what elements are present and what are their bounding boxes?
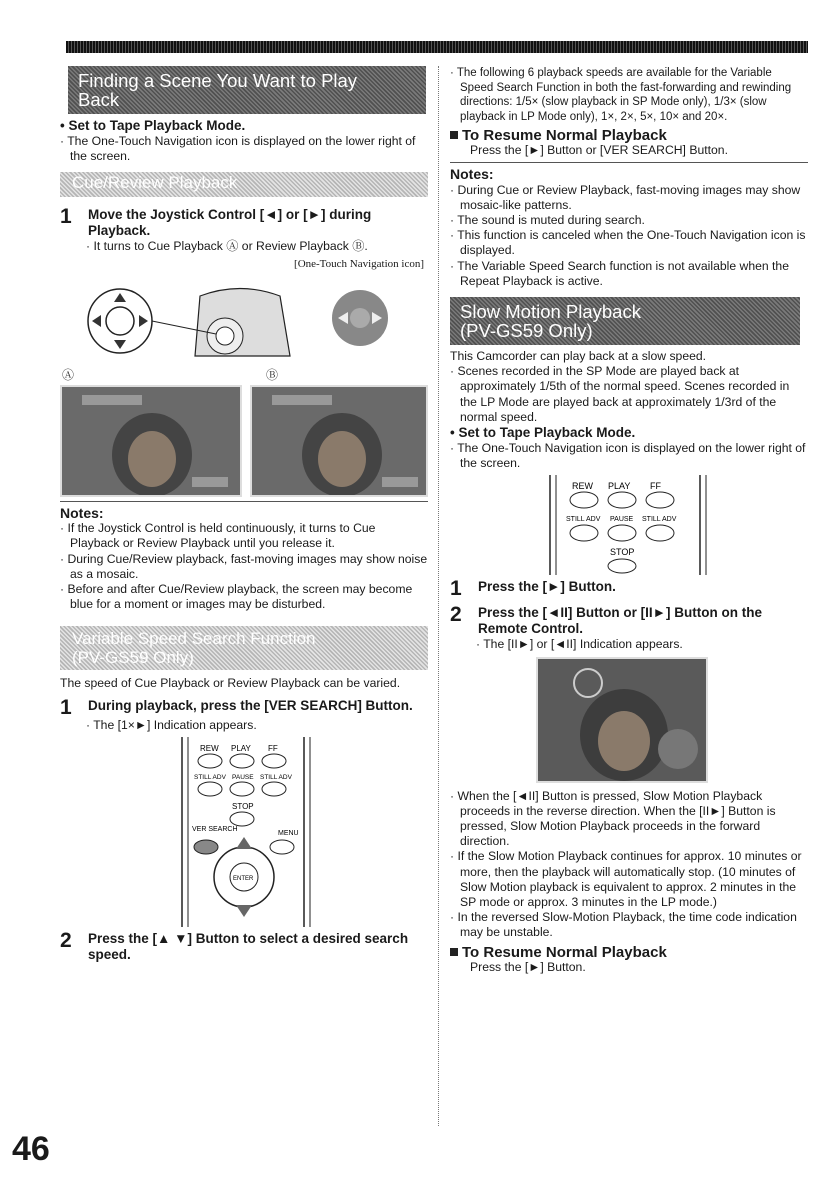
note-item: · During Cue or Review Playback, fast-moving images may show mosaic-like patterns. [450, 183, 808, 213]
resume-heading: To Resume Normal Playback [450, 128, 808, 143]
notes-heading-right: Notes: [450, 166, 494, 183]
remote-control-illustration [60, 737, 428, 927]
after-note: · If the Slow Motion Playback continues for approx. 10 minutes or more, then the playback will automatically stop. (10 minutes of Slow Motion playback is equivalent to approx. 2 minutes in the SP mode or approx. 3 minutes in the LP mode.) [450, 849, 808, 910]
after-note: · When the [◄II] Button is pressed, Slow Motion Playback proceeds in the reverse direction. When the [II►] Button is pressed, Slow Motion Playback proceeds in the forward direction. [450, 789, 808, 850]
remote-control-buttons-illustration [450, 475, 808, 575]
svg-text:PAUSE: PAUSE [610, 516, 634, 524]
svg-text:STILL ADV: STILL ADV [260, 773, 292, 781]
notes-heading-left: Notes: [60, 505, 104, 522]
vs-step-1-note: · The [1×►] Indication appears. [60, 718, 428, 733]
note-item: · This function is canceled when the One-Touch Navigation icon is displayed. [450, 228, 808, 258]
slow-step-1: 1 Press the [►] Button. [450, 577, 616, 601]
label-b: Ⓑ [265, 367, 278, 382]
slow-step-2: 2 Press the [◄II] Button or [II►] Button on the Remote Control. [450, 603, 762, 637]
square-bullet-icon [450, 131, 458, 139]
after-note: · In the reversed Slow-Motion Playback, the time code indication may be unstable. [450, 910, 808, 940]
section-title-finding-scene: Finding a Scene You Want to Play Back [68, 66, 426, 114]
review-playback-screen [250, 385, 428, 497]
svg-text:MENU: MENU [278, 829, 299, 837]
note-item: · The sound is muted during search. [450, 213, 808, 228]
note-item: · The Variable Speed Search function is not available when the Repeat Playback is active. [450, 259, 808, 289]
square-bullet-icon [450, 948, 458, 956]
subsection-title-cue-review: Cue/Review Playback [60, 172, 428, 197]
section-title-slow-motion: Slow Motion Playback (PV-GS59 Only) [450, 297, 800, 345]
vs-step-2: 2 Press the [▲ ▼] Button to select a desired search speed. [60, 928, 409, 962]
set-mode-note: · The One-Touch Navigation icon is displayed on the lower right of the screen. [60, 134, 428, 164]
svg-text:STILL ADV: STILL ADV [566, 516, 601, 524]
navigation-icon-caption: [One-Touch Navigation icon] [294, 257, 424, 270]
resume-heading-2: To Resume Normal Playback [450, 945, 808, 960]
note-item: · During Cue/Review playback, fast-moving images may show noise as a mosaic. [60, 552, 428, 582]
svg-text:FF: FF [650, 481, 661, 492]
svg-text:VER SEARCH: VER SEARCH [192, 825, 238, 833]
slow-motion-screen [536, 657, 708, 783]
vs-step-1: 1 During playback, press the [VER SEARCH] Button. [60, 695, 413, 719]
svg-text:REW: REW [200, 743, 219, 753]
svg-text:STILL ADV: STILL ADV [194, 773, 226, 781]
camcorder-joystick-illustration [60, 276, 428, 364]
svg-text:STOP: STOP [610, 547, 635, 558]
variable-speed-intro: The speed of Cue Playback or Review Playback can be varied. [60, 676, 401, 691]
cue-step-1-note: · It turns to Cue Playback Ⓐ or Review Playback Ⓑ. [60, 239, 428, 254]
label-a: Ⓐ [62, 367, 75, 382]
svg-text:STILL ADV: STILL ADV [642, 516, 677, 524]
slow-intro: This Camcorder can play back at a slow speed. [450, 349, 707, 364]
slow-step-2-note: · The [II►] or [◄II] Indication appears. [450, 637, 808, 652]
svg-text:PAUSE: PAUSE [232, 773, 254, 781]
set-mode-note-right: · The One-Touch Navigation icon is displayed on the lower right of the screen. [450, 441, 808, 471]
svg-text:REW: REW [572, 481, 593, 492]
page-number: 46 [12, 1130, 50, 1168]
cue-step-1: 1 Move the Joystick Control [◄] or [►] during Playback. [60, 205, 372, 239]
cue-playback-screen [60, 385, 242, 497]
speeds-note: · The following 6 playback speeds are available for the Variable Speed Search Function in both the fast-forwarding and rewinding directions: 1/5× (slow playback in SP Mode only), 1/3× (slow playback in LP Mode only), 1×, 2×, 5×, 10× and 20×. [450, 66, 808, 124]
set-mode-heading-right: • Set to Tape Playback Mode. [450, 425, 636, 441]
left-column [60, 66, 428, 963]
note-item: · Before and after Cue/Review playback, the screen may become blue for a moment or images may be disturbed. [60, 582, 428, 612]
resume-text: Press the [►] Button or [VER SEARCH] Button. [470, 143, 728, 158]
resume-text-2: Press the [►] Button. [470, 959, 586, 974]
set-mode-heading: • Set to Tape Playback Mode. [60, 118, 246, 133]
svg-text:PLAY: PLAY [608, 481, 631, 492]
rule [60, 501, 428, 502]
svg-text:ENTER: ENTER [233, 875, 254, 882]
column-divider [438, 66, 439, 1126]
note-item: · If the Joystick Control is held continuously, it turns to Cue Playback or Review Playback until you release it. [60, 521, 428, 551]
rule [450, 162, 808, 163]
svg-text:STOP: STOP [232, 801, 254, 811]
top-decorative-bar [66, 41, 808, 53]
subsection-title-variable-speed: Variable Speed Search Function (PV-GS59 Only) [60, 626, 428, 670]
svg-text:PLAY: PLAY [231, 743, 251, 753]
slow-note: · Scenes recorded in the SP Mode are played back at approximately 1/5th of the normal speed. Scenes recorded in the LP Mode are played back at approximately 1/3rd of the normal speed. [450, 364, 808, 425]
right-column [450, 66, 808, 975]
svg-text:FF: FF [268, 743, 278, 753]
